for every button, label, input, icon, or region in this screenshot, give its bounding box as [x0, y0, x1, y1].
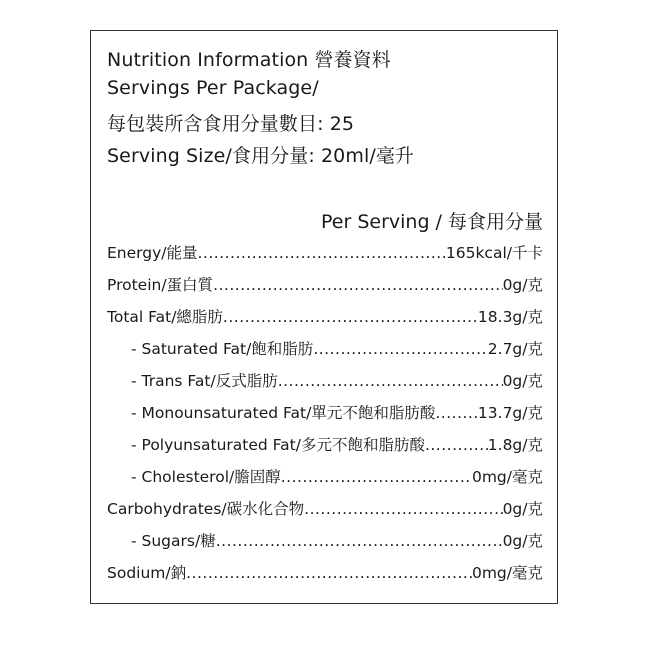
dot-leader	[304, 500, 502, 518]
nutrition-label	[90, 30, 558, 604]
dot-leader	[313, 340, 487, 358]
dot-leader	[186, 564, 472, 582]
nutrient-row-saturated-fat	[131, 337, 543, 359]
dot-leader	[425, 436, 488, 454]
servings-per-package-label: Servings Per Package/	[107, 77, 319, 99]
nutrient-value: 18.3g/克	[477, 308, 543, 326]
per-serving-heading: Per Serving / 每食用分量	[321, 211, 543, 233]
dot-leader	[198, 244, 446, 262]
servings-per-package-value: 每包裝所含食用分量數目: 25	[107, 113, 355, 135]
nutrient-row-energy	[107, 241, 543, 263]
nutrient-value: 165kcal/千卡	[445, 244, 543, 262]
nutrient-value: 2.7g/克	[487, 340, 543, 358]
nutrient-name: Energy/能量	[107, 244, 198, 262]
nutrient-name: - Polyunsaturated Fat/多元不飽和脂肪酸	[131, 436, 425, 454]
nutrient-name: - Trans Fat/反式脂肪	[131, 372, 278, 390]
serving-size: Serving Size/食用分量: 20ml/毫升	[107, 145, 415, 167]
dot-leader	[278, 372, 503, 390]
dot-leader	[281, 468, 472, 486]
nutrient-row-total-fat	[107, 305, 543, 327]
nutrient-row-sodium	[107, 561, 543, 583]
nutrient-row-monounsaturated-fat	[131, 401, 543, 423]
nutrient-row-trans-fat	[131, 369, 543, 391]
nutrition-title: Nutrition Information 營養資料	[107, 49, 391, 71]
nutrient-name: - Sugars/糖	[131, 532, 216, 550]
nutrient-value: 0g/克	[502, 372, 543, 390]
nutrient-row-sugars	[131, 529, 543, 551]
nutrient-value: 0mg/毫克	[471, 564, 543, 582]
nutrient-name: Sodium/鈉	[107, 564, 187, 582]
nutrient-row-polyunsaturated-fat	[131, 433, 543, 455]
dot-leader	[435, 404, 478, 422]
nutrient-value: 1.8g/克	[487, 436, 543, 454]
nutrient-name: Total Fat/總脂肪	[107, 308, 223, 326]
dot-leader	[216, 532, 503, 550]
dot-leader	[213, 276, 503, 294]
nutrient-name: - Saturated Fat/飽和脂肪	[131, 340, 314, 358]
nutrient-row-carbohydrates	[107, 497, 543, 519]
nutrient-name: - Cholesterol/膽固醇	[131, 468, 281, 486]
nutrient-value: 0g/克	[502, 532, 543, 550]
nutrient-name: - Monounsaturated Fat/單元不飽和脂肪酸	[131, 404, 436, 422]
nutrient-name: Carbohydrates/碳水化合物	[107, 500, 305, 518]
nutrient-value: 13.7g/克	[477, 404, 543, 422]
nutrient-row-protein	[107, 273, 543, 295]
dot-leader	[223, 308, 478, 326]
nutrient-name: Protein/蛋白質	[107, 276, 214, 294]
nutrient-value: 0g/克	[502, 276, 543, 294]
nutrient-row-cholesterol	[131, 465, 543, 487]
nutrient-value: 0g/克	[502, 500, 543, 518]
nutrient-value: 0mg/毫克	[471, 468, 543, 486]
